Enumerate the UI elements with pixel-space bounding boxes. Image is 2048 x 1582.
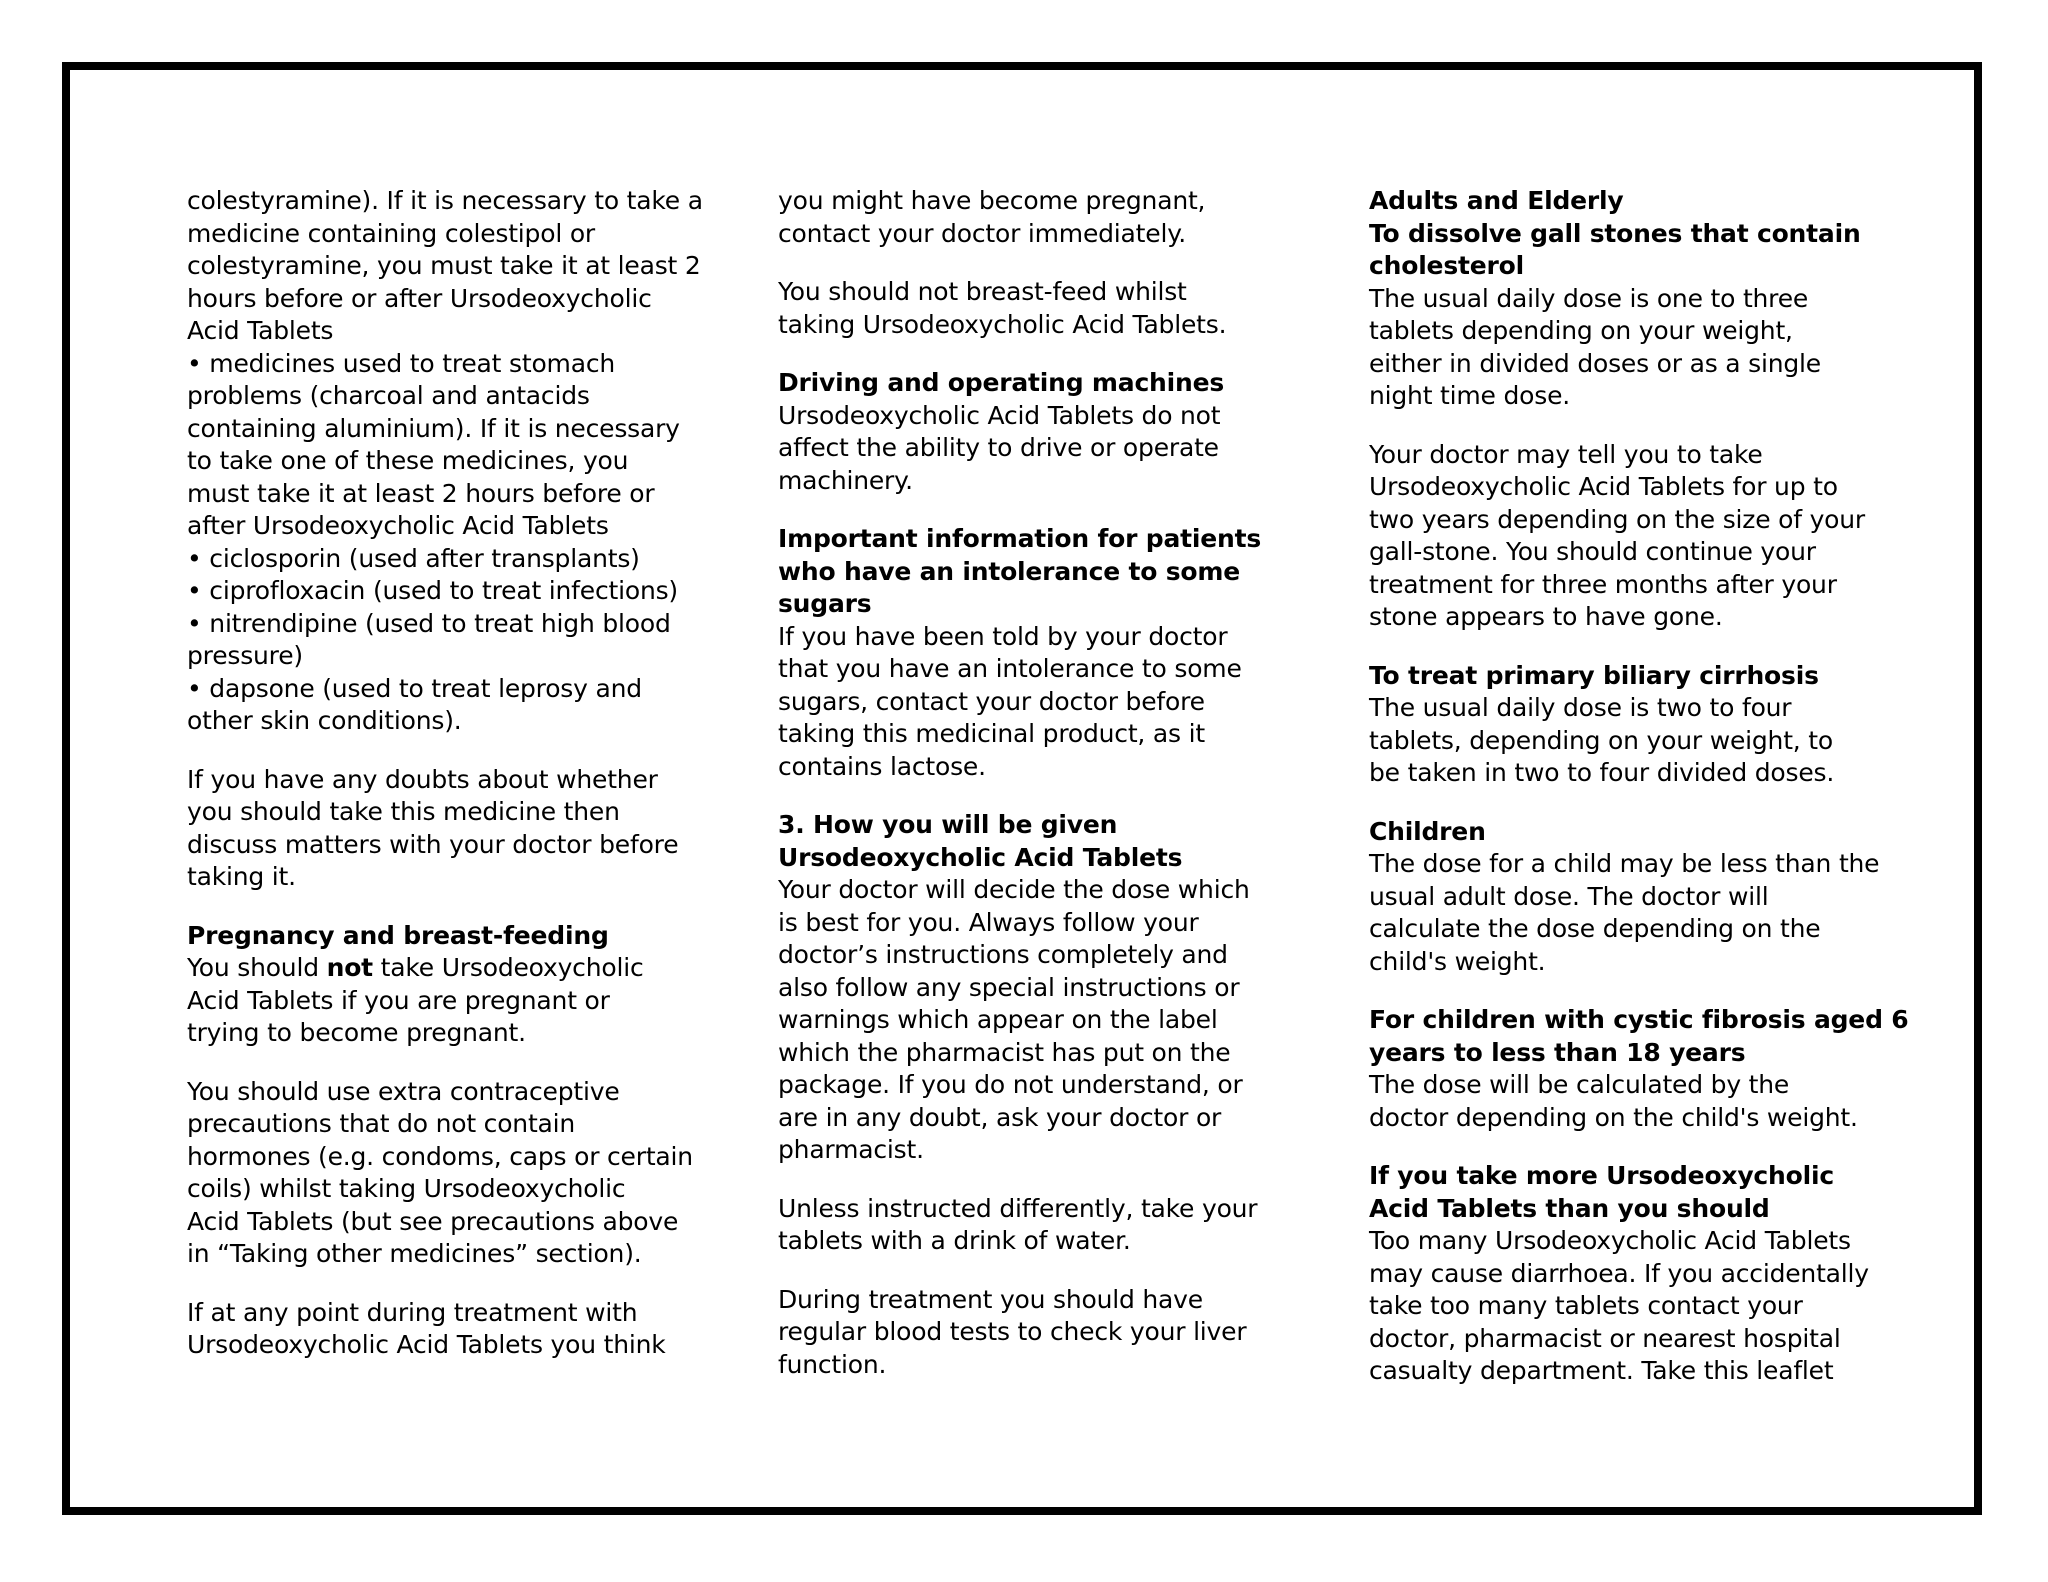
water-paragraph: Unless instructed differently, take your tablets with a drink of water. (778, 1193, 1258, 1255)
pregnancy-paragraph (187, 952, 707, 1050)
cystic-fibrosis-heading: For children with cystic fibrosis aged 6 years to less than 18 years (1369, 1005, 1909, 1067)
contraceptive-paragraph: You should use extra contraceptive precautions that do not contain hormones (e.g. condoms, caps or certain coils) whilst taking Ursodeoxycholic Acid Tablets (but see precautions above in “Taking other medicines” section). (187, 1076, 693, 1268)
children-heading: Children (1369, 816, 1486, 846)
pregnancy-not-emphasis: not (326, 953, 373, 982)
pregnant-contact-paragraph: you might have become pregnant, contact your doctor immediately. (778, 186, 1206, 248)
dose-instructions-paragraph: Your doctor will decide the dose which is best for you. Always follow your doctor’s instructions completely and also follow any special instructions or warnings which appear on the label which the pharmacist has put on the package. If you do not understand, or are in any doubt, ask your doctor or pharmacist. (778, 875, 1250, 1164)
pregnancy-text-b: take Ursodeoxycholic Acid Tablets if you are pregnant or trying to become pregnant. (187, 953, 644, 1047)
adults-heading: Adults and Elderly To dissolve gall stones that contain cholesterol (1369, 186, 1861, 280)
driving-paragraph: Ursodeoxycholic Acid Tablets do not affect the ability to drive or operate machinery. (778, 400, 1221, 495)
overdose-heading: If you take more Ursodeoxycholic Acid Tablets than you should (1369, 1161, 1834, 1223)
pregnancy-text-a: You should (187, 953, 327, 982)
treatment-duration-paragraph: Your doctor may tell you to take Ursodeoxycholic Acid Tablets for up to two years depending on the size of your gall-stone. You should continue your treatment for three months after your stone appears to have gone. (1369, 439, 1865, 631)
sugar-intolerance-paragraph: If you have been told by your doctor that you have an intolerance to some sugars, contact your doctor before taking this medicinal product, as it contains lactose. (778, 621, 1242, 781)
overdose-paragraph: Too many Ursodeoxycholic Acid Tablets may cause diarrhoea. If you accidentally take too many tablets contact your doctor, pharmacist or nearest hospital casualty department. Take this leaflet (1369, 1226, 1869, 1385)
how-given-heading: 3. How you will be given Ursodeoxycholic Acid Tablets (778, 810, 1183, 872)
interactions-list: colestyramine). If it is necessary to take a medicine containing colestipol or colestyramine, you must take it at least 2 hours before or after Ursodeoxycholic Acid Tablets • medicines used to treat stomach problems (charcoal and antacids containing aluminium). If it is necessary to take one of these medicines, you must take it at least 2 hours before or after Ursodeoxycholic Acid Tablets • ciclosporin (used after transplants) • ciprofloxacin (used to treat infections) • nitrendipine (used to treat high blood pressure) • dapsone (used to treat leprosy and other skin conditions). (187, 186, 703, 735)
gallstone-dose-paragraph: The usual daily dose is one to three tablets depending on your weight, either in divided doses or as a single night time dose. (1369, 283, 1821, 410)
column-3 (1369, 185, 1909, 1388)
children-dose-paragraph: The dose for a child may be less than the usual adult dose. The doctor will calculate the dose depending on the child's weight. (1369, 849, 1880, 976)
treatment-pregnant-paragraph: If at any point during treatment with Ursodeoxycholic Acid Tablets you think (187, 1297, 666, 1359)
sugar-intolerance-heading: Important information for patients who have an intolerance to some sugars (778, 524, 1262, 618)
biliary-dose-paragraph: The usual daily dose is two to four tablets, depending on your weight, to be taken in two to four divided doses. (1369, 693, 1835, 787)
pregnancy-heading: Pregnancy and breast-feeding (187, 920, 609, 950)
column-2 (778, 185, 1298, 1381)
driving-heading: Driving and operating machines (778, 368, 1225, 397)
cystic-fibrosis-paragraph: The dose will be calculated by the doctor depending on the child's weight. (1369, 1070, 1858, 1132)
breast-feed-paragraph: You should not breast-feed whilst taking Ursodeoxycholic Acid Tablets. (778, 277, 1227, 339)
blood-tests-paragraph: During treatment you should have regular blood tests to check your liver function. (778, 1284, 1247, 1379)
column-1 (187, 185, 707, 1362)
biliary-cirrhosis-heading: To treat primary biliary cirrhosis (1369, 660, 1819, 690)
doubts-paragraph: If you have any doubts about whether you should take this medicine then discuss matters with your doctor before taking it. (187, 764, 679, 891)
